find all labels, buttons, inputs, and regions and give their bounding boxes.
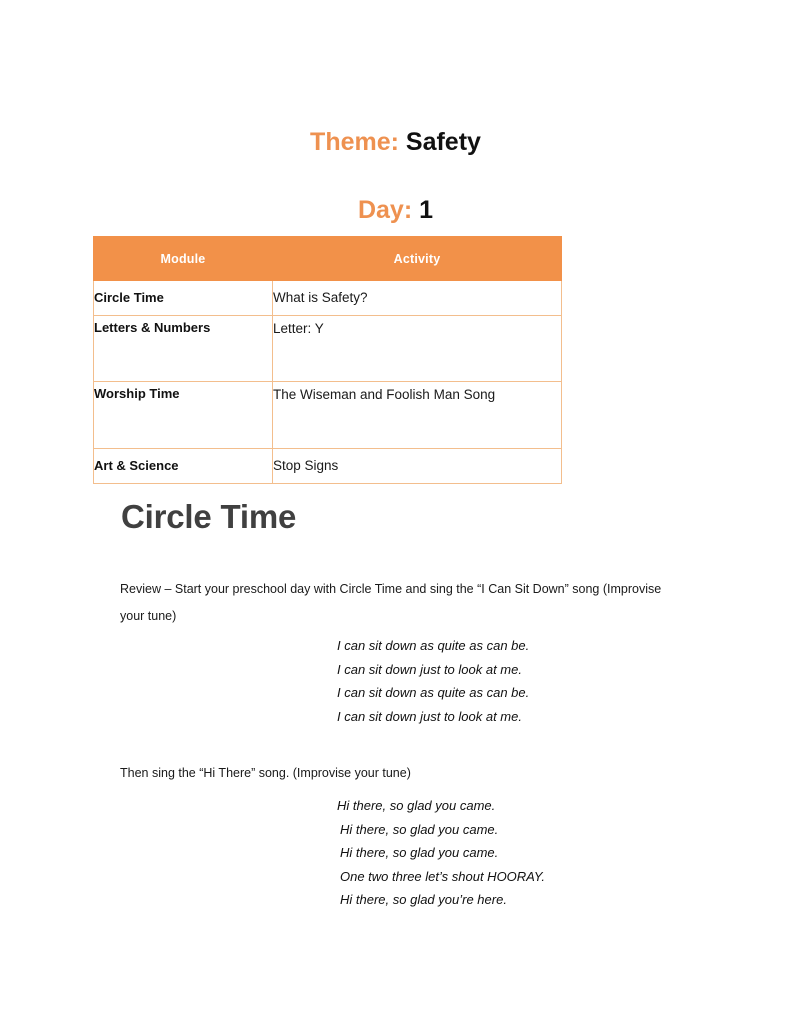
- theme-label: Theme:: [310, 128, 399, 156]
- then-sing-paragraph: Then sing the “Hi There” song. (Improvise your tune): [120, 766, 411, 780]
- song-line: Hi there, so glad you’re here.: [340, 892, 507, 907]
- song-line: I can sit down just to look at me.: [337, 708, 522, 724]
- day-value: 1: [419, 196, 434, 224]
- song-line: One two three let’s shout HOORAY.: [340, 868, 545, 884]
- table-row: [94, 316, 562, 382]
- table-row: [94, 382, 562, 449]
- schedule-table-head: [94, 237, 562, 281]
- song-one-lyrics: [337, 634, 529, 728]
- cell-module: Worship Time: [94, 382, 273, 449]
- section-heading: Circle Time: [121, 498, 297, 535]
- schedule-table: [93, 236, 562, 484]
- table-header-row: [94, 237, 562, 281]
- song-line: I can sit down just to look at me.: [337, 661, 522, 677]
- song-line: Hi there, so glad you came.: [340, 845, 499, 860]
- cell-activity: Stop Signs: [273, 449, 562, 484]
- schedule-table-body: [94, 281, 562, 484]
- cell-activity: The Wiseman and Foolish Man Song: [273, 382, 562, 449]
- cell-activity: Letter: Y: [273, 316, 562, 382]
- day-label: Day:: [357, 196, 413, 224]
- theme-value: Safety: [405, 128, 481, 156]
- song-line: I can sit down as quite as can be.: [337, 685, 530, 700]
- cell-module: Circle Time: [94, 281, 273, 316]
- cell-module: Letters & Numbers: [94, 316, 273, 382]
- song-two-lyrics: [337, 794, 545, 912]
- table-row: [94, 449, 562, 484]
- theme-heading: [0, 128, 791, 157]
- column-header-module: Module: [94, 237, 273, 281]
- table-row: [94, 281, 562, 316]
- review-paragraph: Review – Start your preschool day with Circle Time and sing the “I Can Sit Down” song (Improvise your tune): [120, 582, 662, 623]
- cell-module: Art & Science: [94, 449, 273, 484]
- song-line: Hi there, so glad you came.: [340, 821, 499, 837]
- cell-activity: What is Safety?: [273, 281, 562, 316]
- column-header-activity: Activity: [273, 237, 562, 281]
- song-line: I can sit down as quite as can be.: [337, 638, 530, 653]
- day-heading: [0, 196, 791, 225]
- song-line: Hi there, so glad you came.: [337, 798, 496, 813]
